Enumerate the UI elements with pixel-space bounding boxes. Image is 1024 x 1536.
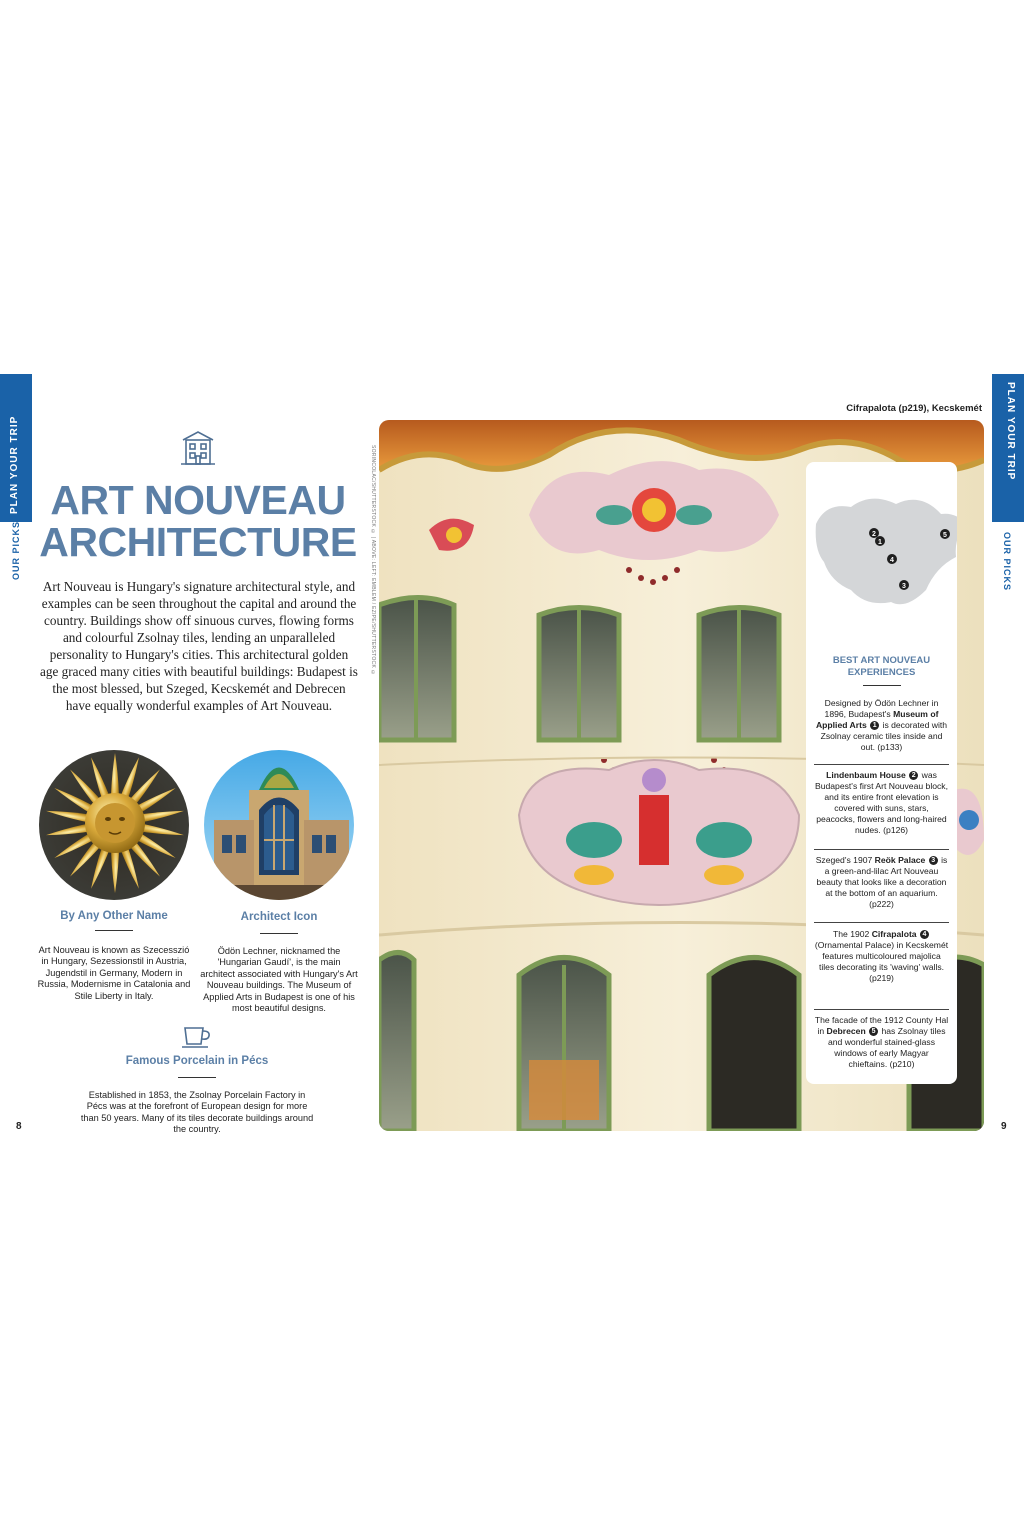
feature-c-heading: Famous Porcelain in Pécs [125,1055,269,1067]
map-marker-2: 2 [872,531,876,538]
photo-credit: SORINCOLAC/SHUTTERSTOCK © | ABOVE: LEFT: EMBLEM / EZIPE/SHUTTERSTOCK © [370,445,376,677]
experience-2-marker: 2 [909,771,918,780]
experience-3: Szeged's 1907 Reök Palace 3 is a green-and-lilac Art Nouveau beauty that looks like a decoration at the bottom of an aquarium. (p222) [815,855,948,910]
map-marker-3: 3 [902,583,906,590]
intro-paragraph: Art Nouveau is Hungary's signature architectural style, and examples can be seen throughout the capital and around the country. Buildings show off sinuous curves, flowing forms and colourful Zsolnay tiles, lending an unparalleled personality to Hungary's cities. This architectural golden age graced many cities with beautiful buildings: Budapest is the most blessed, but Szeged, Kecskemét and Debrecen have equally wonderful examples of Art Nouveau. [40,579,358,713]
section-tab-left [0,374,32,522]
experience-divider [814,922,949,923]
feature-b-heading: Architect Icon [240,911,318,923]
feature-b-divider [260,933,298,934]
experience-divider [814,764,949,765]
experience-4-name: Cifrapalota [871,929,917,939]
section-tab-right-label: PLAN YOUR TRIP [1005,382,1016,481]
experience-5-name: Debrecen [826,1026,866,1037]
section-tab-left-label: PLAN YOUR TRIP [9,415,20,514]
experience-3-marker: 3 [929,856,938,865]
experience-5-marker: 5 [869,1027,878,1036]
experience-divider [814,1009,949,1010]
title-line-2: ARCHITECTURE [39,519,357,565]
experience-1: Designed by Ödön Lechner in 1896, Budapest's Museum of Applied Arts 1 is decorated with Zsolnay ceramic tiles inside and out. (p133) [815,698,948,753]
photo-caption: Cifrapalota (p219), Kecskemét [846,403,982,414]
box-heading [806,655,957,679]
section-tab-right [992,374,1024,522]
feature-a-heading: By Any Other Name [60,910,168,922]
feature-c-divider [178,1077,216,1078]
title-line-1: ART NOUVEAU [50,477,346,523]
subsection-label-right: OUR PICKS [1002,532,1012,592]
experience-4-marker: 4 [920,930,929,939]
feature-c-text: Established in 1853, the Zsolnay Porcelain Factory in Pécs was at the forefront of European design for more than 50 years. Many of its tiles decorate buildings around the country. [80,1090,314,1135]
feature-a-text: Art Nouveau is known as Szecesszió in Hungary, Sezessionstil in Austria, Jugendstil in Germany, Modern in Russia, Modernisme in Catalonia and Stile Liberty in Italy. [37,945,191,1001]
hungary-map [806,462,957,640]
experience-divider [814,849,949,850]
experience-5: The facade of the 1912 County Hal in Debrecen 5 has Zsolnay tiles and wonderful stained-glass windows of early Magyar chieftains. (p210) [814,1015,949,1070]
page-number-left: 8 [16,1121,22,1132]
experience-1-name: Museum of Applied Arts [815,709,939,731]
experience-1-marker: 1 [870,721,879,730]
map-marker-5: 5 [943,532,947,539]
map-marker-4: 4 [890,557,894,564]
golden-sun-photo [39,750,189,900]
cup-icon [181,1024,213,1050]
page-title [38,479,358,563]
experience-4: The 1902 Cifrapalota 4 (Ornamental Palace) in Kecskemét features multicoloured majolica tiles decorating its 'waving' walls. (p219) [814,929,949,984]
subsection-label-left: OUR PICKS [11,520,21,580]
experience-2-name: Lindenbaum House [826,770,906,780]
box-heading-divider [863,685,901,686]
feature-b-text: Ödön Lechner, nicknamed the 'Hungarian Gaudí', is the main architect associated with Hungary's Art Nouveau buildings. The Museum of Applied Arts in Budapest is one of his most beautiful designs. [200,946,358,1014]
box-heading-line-1: BEST ART NOUVEAU [832,655,931,666]
map-marker-1: 1 [878,539,882,546]
page-number-right: 9 [1001,1121,1007,1132]
best-experiences-box [806,462,957,1084]
museum-of-applied-arts-photo [204,750,354,900]
box-heading-line-2: EXPERIENCES [847,667,916,678]
feature-a-divider [95,930,133,931]
experience-3-name: Reök Palace [874,855,926,865]
house-icon [178,428,218,468]
experience-2: Lindenbaum House 2 was Budapest's first Art Nouveau block, and its entire front elevation is covered with suns, stars, peacocks, flowers and long-haired nudes. (p126) [814,770,948,836]
